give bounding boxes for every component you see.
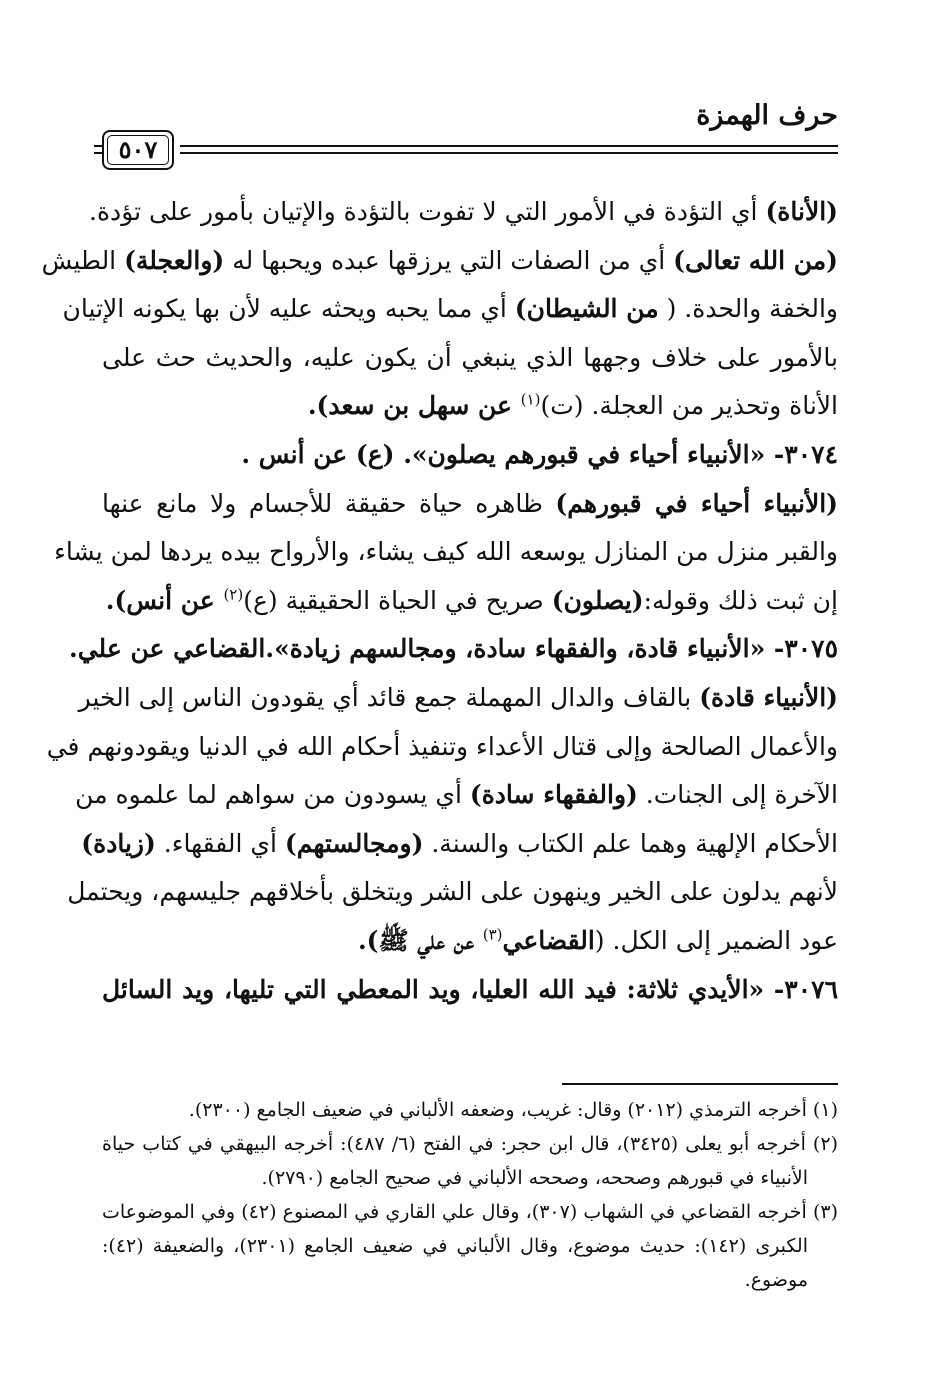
commentary-paragraph: [54, 480, 838, 626]
text-line: الأحكام الإلهية وهما علم الكتاب والسنة. (ومجالستهم) أي الفقهاء. (زيادة): [81, 828, 838, 858]
page-number-frame: [102, 130, 174, 170]
page-number: ٥٠٧: [118, 135, 158, 164]
text-line: والقبر منزل من المنازل يوسعه الله كيف يشاء، والأرواح بيده يردها لمن يشاء: [54, 537, 838, 567]
footnotes: [102, 1093, 838, 1297]
footnote-line: (٢) أخرجه أبو يعلى (٣٤٢٥)، قال ابن حجر: في الفتح (٦/ ٤٨٧): أخرجه البيهقي في كتاب حياة: [102, 1133, 838, 1155]
hadith-entry: [102, 966, 838, 1015]
footnote-line: الكبرى (١٤٢): حديث موضوع، وقال الألباني في ضعيف الجامع (٢٣٠١)، والضعيفة (٤٢):: [102, 1235, 808, 1257]
footnote-ref: (٢): [223, 585, 244, 604]
chapter-title: حرف الهمزة: [696, 100, 838, 131]
text-line: والأعمال الصالحة وإلى قتال الأعداء وتنفيذ أحكام الله في الدنيا ويقودونهم في: [46, 731, 838, 761]
text-line: (الأنبياء أحياء في قبورهم) ظاهره حياة حقيقة للأجسام ولا مانع عنها: [102, 488, 838, 518]
text-line: (الأنبياء قادة) بالقاف والدال المهملة جمع قائد أي يقودون الناس إلى الخير: [78, 682, 838, 712]
commentary-paragraph: [41, 188, 838, 431]
text-line: (الأناة) أي التؤدة في الأمور التي لا تفوت بالتؤدة والإتيان بأمور على تؤدة.: [89, 197, 838, 226]
text-line: بالأمور على خلاف وجهها الذي ينبغي أن يكون عليه، والحديث حث على: [102, 342, 838, 372]
footnote-line: (٣) أخرجه القضاعي في الشهاب (٣٠٧)، وقال علي القاري في المصنوع (٤٢) وفي الموضوعات: [102, 1201, 839, 1223]
hadith-entry: [102, 431, 838, 480]
text-line: عود الضمير إلى الكل. (القضاعي$^{(٣)}$ عن علي ﷺ).: [357, 925, 838, 955]
text-line: إن ثبت ذلك وقوله:(يصلون) صريح في الحياة الحقيقية (ع)$^{(٢)}$ عن أنس).: [105, 585, 838, 615]
footnote-ref: (٣): [482, 925, 503, 944]
text-line: (من الله تعالى) أي من الصفات التي يرزقها عبده ويحبها له (والعجلة) الطيش: [41, 245, 838, 275]
hadith-heading: ٣٠٧٦- «الأيدي ثلاثة: فيد الله العليا، ويد المعطي التي تليها، ويد السائل: [102, 974, 838, 1004]
footnote-line: موضوع.: [744, 1269, 808, 1291]
footnote-line: الأنبياء في قبورهم وصححه، وصححه الألباني في صحيح الجامع (٢٧٩٠).: [261, 1167, 808, 1189]
main-text: [41, 188, 838, 1014]
text-line: والخفة والحدة. ( من الشيطان) أي مما يحبه ويحثه عليه لأن بها يكونه الإتيان: [62, 294, 838, 324]
footnote-1: [102, 1093, 838, 1127]
text-line: الآخرة إلى الجنات. (والفقهاء سادة) أي يسودون من سواهم لما علموه من: [75, 780, 838, 810]
hadith-heading: ٣٠٧٤- «الأنبياء أحياء في قبورهم يصلون». (ع) عن أنس .: [241, 439, 838, 469]
footnote-3: [102, 1195, 838, 1297]
text-line: لأنهم يدلون على الخير وينهون على الشر ويتخلق بأخلاقهم جليسهم، ويحتمل: [67, 877, 838, 907]
commentary-paragraph: [46, 674, 838, 966]
page-number-ornament: [94, 136, 102, 149]
hadith-entry: [69, 625, 838, 674]
footnote-2: [102, 1127, 838, 1195]
footnote-line: (١) أخرجه الترمذي (٢٠١٢) وقال: غريب، وضعفه الألباني في ضعيف الجامع (٢٣٠٠).: [188, 1099, 838, 1121]
footnote-separator: [562, 1083, 838, 1085]
text-line: الأناة وتحذير من العجلة. (ت)$^{(١)}$ عن سهل بن سعد).: [307, 391, 838, 421]
header-double-rule: [180, 144, 838, 157]
hadith-heading: ٣٠٧٥- «الأنبياء قادة، والفقهاء سادة، ومجالسهم زيادة».القضاعي عن علي.: [69, 634, 838, 664]
footnote-ref: (١): [520, 391, 541, 410]
